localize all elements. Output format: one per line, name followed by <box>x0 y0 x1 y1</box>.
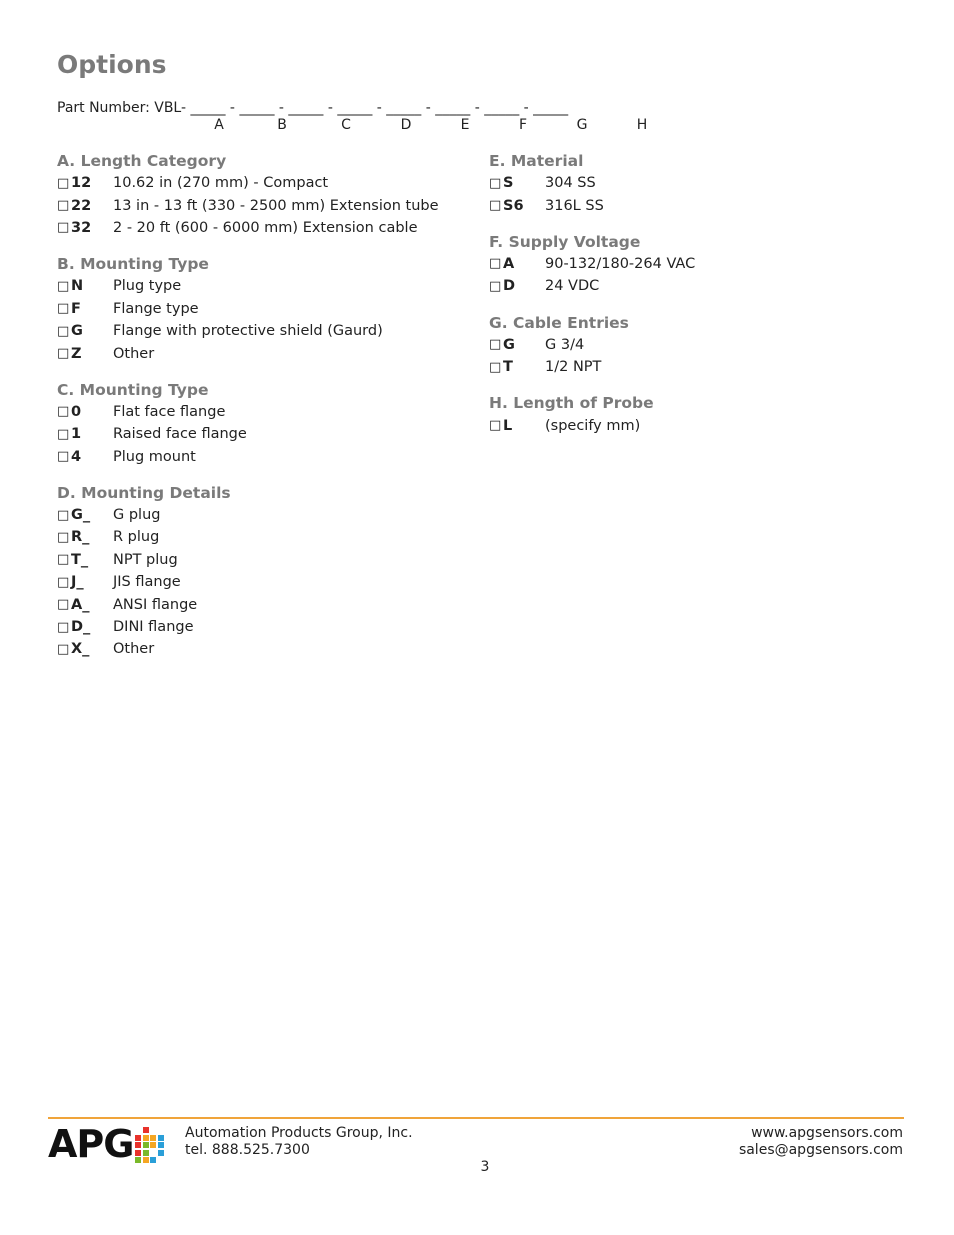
option-description: Flange with protective shield (Gaurd) <box>113 323 383 340</box>
checkbox-icon[interactable]: □ <box>489 175 502 191</box>
option-code: 12 <box>71 175 92 192</box>
part-number-letters <box>0 117 954 135</box>
option-code: Z <box>71 345 82 362</box>
checkbox-icon[interactable]: □ <box>57 175 70 191</box>
part-number-letter: B <box>277 117 287 133</box>
option-code: A_ <box>71 596 90 613</box>
option-description: (specify mm) <box>545 417 641 434</box>
email-link[interactable]: sales@apgsensors.com <box>738 1142 903 1158</box>
logo-pixel <box>143 1150 149 1156</box>
logo-pixel <box>135 1150 141 1156</box>
checkbox-icon[interactable]: □ <box>57 346 70 362</box>
part-number-letter: H <box>636 117 648 133</box>
option-code: 32 <box>71 219 92 236</box>
option-code: T_ <box>71 551 89 568</box>
logo-pixel <box>158 1150 164 1156</box>
page-number: 3 <box>480 1159 490 1175</box>
checkbox-icon[interactable]: □ <box>57 301 70 317</box>
logo-pixel <box>150 1127 156 1133</box>
checkbox-icon[interactable]: □ <box>57 529 70 545</box>
option-description: Plug mount <box>113 448 196 465</box>
checkbox-icon[interactable]: □ <box>57 597 70 613</box>
footer-divider <box>48 1117 904 1119</box>
option-row[interactable] <box>57 423 477 445</box>
section-heading: G. Cable Entries <box>489 313 629 332</box>
checkbox-icon[interactable]: □ <box>489 198 502 214</box>
footer-contact <box>185 1125 413 1159</box>
apg-logo <box>48 1124 164 1164</box>
option-section <box>57 150 477 239</box>
option-description: JIS flange <box>113 574 181 591</box>
option-description: 2 - 20 ft (600 - 6000 mm) Extension cable <box>113 219 418 236</box>
logo-pixel <box>150 1135 156 1141</box>
page-title: Options <box>57 50 167 79</box>
option-section <box>489 150 909 217</box>
options-column-left <box>57 150 477 675</box>
part-number-letter: G <box>576 117 588 133</box>
option-description: Plug type <box>113 278 182 295</box>
part-number-template: Part Number: VBL- _____ - _____ - _____ - _____ - _____ - _____ - _____ - _____ <box>57 100 569 116</box>
footer-web <box>739 1125 903 1159</box>
section-heading: A. Length Category <box>57 152 227 170</box>
logo-pixel <box>150 1150 156 1156</box>
option-description: Flat face flange <box>113 403 226 420</box>
option-description: Other <box>113 641 155 658</box>
part-number-letter: F <box>518 117 528 133</box>
option-code: 0 <box>71 403 82 420</box>
option-code: G <box>71 323 83 340</box>
option-row[interactable] <box>57 342 477 364</box>
section-heading: D. Mounting Details <box>57 483 231 502</box>
logo-pixel <box>143 1127 149 1133</box>
checkbox-icon[interactable]: □ <box>489 337 502 353</box>
option-code: X_ <box>71 641 90 658</box>
option-row[interactable] <box>57 275 477 297</box>
website-link[interactable]: www.apgsensors.com <box>751 1125 903 1141</box>
company-name: Automation Products Group, Inc. <box>185 1125 413 1141</box>
option-description: Raised face flange <box>113 426 247 443</box>
logo-pixel <box>135 1127 141 1133</box>
logo-pixel <box>158 1135 164 1141</box>
checkbox-icon[interactable]: □ <box>57 426 70 442</box>
option-row[interactable] <box>489 275 909 297</box>
option-code: 22 <box>71 197 92 214</box>
option-code: S <box>503 175 514 192</box>
option-row[interactable] <box>57 526 477 548</box>
option-description: 10.62 in (270 mm) - Compact <box>113 175 329 192</box>
option-row[interactable] <box>57 504 477 526</box>
checkbox-icon[interactable]: □ <box>57 278 70 294</box>
option-row[interactable] <box>57 172 477 194</box>
option-description: Flange type <box>113 300 199 317</box>
logo-pixel <box>143 1135 149 1141</box>
option-row[interactable] <box>57 217 477 239</box>
logo-pixel <box>143 1142 149 1148</box>
section-heading: F. Supply Voltage <box>489 232 641 251</box>
checkbox-icon[interactable]: □ <box>57 574 70 590</box>
logo-pixel <box>150 1142 156 1148</box>
checkbox-icon[interactable]: □ <box>57 552 70 568</box>
logo-pixel <box>158 1127 164 1133</box>
part-number-letter: A <box>214 117 224 133</box>
option-description: 90-132/180-264 VAC <box>545 255 696 272</box>
option-code: D_ <box>71 619 91 636</box>
checkbox-icon[interactable]: □ <box>489 418 502 434</box>
option-description: 304 SS <box>545 175 596 192</box>
option-description: DINI flange <box>113 619 194 636</box>
phone-number: tel. 888.525.7300 <box>185 1142 310 1158</box>
option-section <box>489 231 909 298</box>
checkbox-icon[interactable]: □ <box>57 619 70 635</box>
option-code: 4 <box>71 448 82 465</box>
option-code: R_ <box>71 529 90 546</box>
logo-pixel <box>135 1142 141 1148</box>
checkbox-icon[interactable]: □ <box>57 404 70 420</box>
option-row[interactable] <box>57 549 477 571</box>
checkbox-icon[interactable]: □ <box>57 220 70 236</box>
option-row[interactable] <box>57 320 477 342</box>
option-description: R plug <box>113 529 160 546</box>
option-code: G_ <box>71 507 91 524</box>
option-row[interactable] <box>57 571 477 593</box>
checkbox-icon[interactable]: □ <box>489 359 502 375</box>
option-description: G plug <box>113 507 161 524</box>
section-heading: E. Material <box>489 152 584 170</box>
option-row[interactable] <box>489 253 909 275</box>
option-row[interactable] <box>57 638 477 660</box>
option-code: S6 <box>503 197 524 214</box>
option-code: G <box>503 336 515 353</box>
option-code: 1 <box>71 426 82 443</box>
option-code: N <box>71 278 84 295</box>
option-section <box>489 392 909 436</box>
option-row[interactable] <box>489 414 909 436</box>
section-heading: B. Mounting Type <box>57 255 209 274</box>
logo-pixel <box>158 1142 164 1148</box>
option-row[interactable] <box>57 593 477 615</box>
option-description: ANSI flange <box>113 596 198 613</box>
option-row[interactable] <box>57 298 477 320</box>
part-number-letter: C <box>341 117 351 133</box>
option-description: 1/2 NPT <box>545 359 602 376</box>
option-code: F <box>71 300 81 317</box>
option-description: 13 in - 13 ft (330 - 2500 mm) Extension tube <box>113 197 439 214</box>
option-section <box>57 482 477 661</box>
option-row[interactable] <box>57 401 477 423</box>
option-row[interactable] <box>489 172 909 194</box>
option-row[interactable] <box>489 194 909 216</box>
option-description: 316L SS <box>545 197 604 214</box>
checkbox-icon[interactable]: □ <box>489 256 502 272</box>
part-number-letter: D <box>400 117 412 133</box>
section-heading: C. Mounting Type <box>57 380 209 399</box>
logo-pixel <box>135 1135 141 1141</box>
option-row[interactable] <box>57 616 477 638</box>
checkbox-icon[interactable]: □ <box>57 507 70 523</box>
option-row[interactable] <box>489 334 909 356</box>
option-section <box>57 253 477 365</box>
option-row[interactable] <box>57 446 477 468</box>
options-column-right <box>489 150 909 451</box>
logo-text: APG <box>48 1122 134 1166</box>
option-row[interactable] <box>57 194 477 216</box>
checkbox-icon[interactable]: □ <box>489 278 502 294</box>
option-code: J_ <box>71 574 84 591</box>
option-description: NPT plug <box>113 551 178 568</box>
checkbox-icon[interactable]: □ <box>57 323 70 339</box>
checkbox-icon[interactable]: □ <box>57 641 70 657</box>
option-description: Other <box>113 345 155 362</box>
option-section <box>57 379 477 468</box>
option-code: L <box>503 417 513 434</box>
part-number-letter: E <box>460 117 470 133</box>
option-code: T <box>503 359 513 376</box>
option-description: 24 VDC <box>545 278 600 295</box>
option-row[interactable] <box>489 356 909 378</box>
option-section <box>489 312 909 379</box>
option-description: G 3/4 <box>545 336 585 353</box>
checkbox-icon[interactable]: □ <box>57 198 70 214</box>
option-code: A <box>503 255 515 272</box>
logo-pixel-icon <box>135 1127 164 1163</box>
checkbox-icon[interactable]: □ <box>57 449 70 465</box>
option-code: D <box>503 278 516 295</box>
section-heading: H. Length of Probe <box>489 394 654 413</box>
